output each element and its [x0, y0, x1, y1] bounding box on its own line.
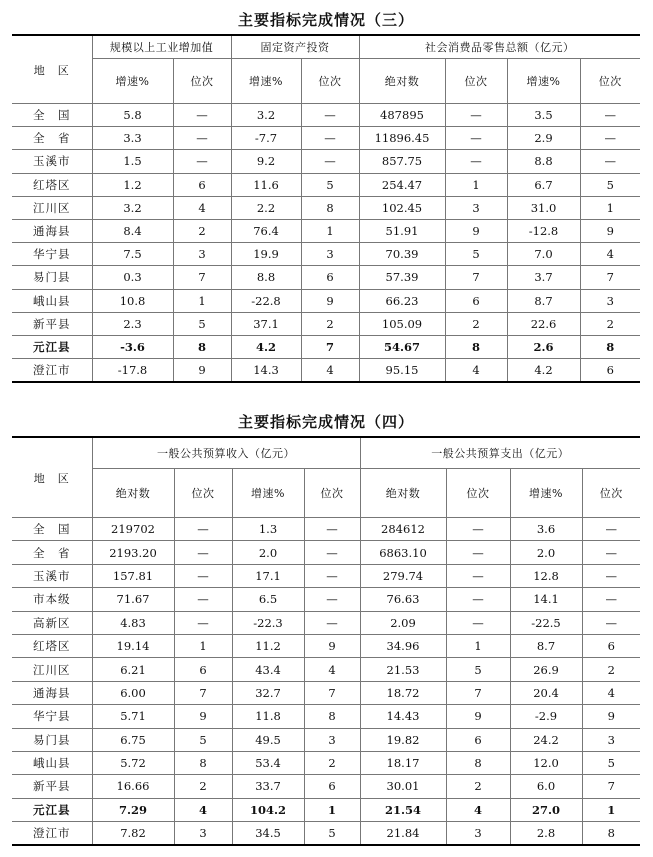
- value-cell: 4: [445, 359, 507, 383]
- table-row: [12, 775, 640, 798]
- value-cell: 2.0: [232, 541, 304, 564]
- value-cell: 3: [446, 822, 510, 846]
- table3-body: [12, 104, 640, 383]
- table-row: [12, 564, 640, 587]
- region-cell: 澄江市: [12, 822, 92, 846]
- value-cell: 2.0: [510, 541, 582, 564]
- value-cell: 9: [301, 289, 359, 312]
- table4-subheader: 增速%: [232, 469, 304, 518]
- value-cell: 2: [582, 658, 640, 681]
- table3-subheader: 位次: [445, 59, 507, 104]
- value-cell: 11.2: [232, 634, 304, 657]
- value-cell: 157.81: [92, 564, 174, 587]
- value-cell: 7: [174, 681, 232, 704]
- value-cell: 1: [446, 634, 510, 657]
- value-cell: 279.74: [360, 564, 446, 587]
- value-cell: 6: [445, 289, 507, 312]
- value-cell: 1.3: [232, 518, 304, 541]
- value-cell: —: [446, 588, 510, 611]
- table3-subheader: 位次: [173, 59, 231, 104]
- table3: [12, 34, 640, 383]
- value-cell: 9: [582, 705, 640, 728]
- value-cell: 254.47: [359, 173, 445, 196]
- region-cell: 全 国: [12, 518, 92, 541]
- value-cell: -2.9: [510, 705, 582, 728]
- value-cell: 8: [582, 822, 640, 846]
- table4-block: [12, 408, 640, 846]
- table-row: [12, 312, 640, 335]
- value-cell: 7: [580, 266, 640, 289]
- value-cell: —: [174, 588, 232, 611]
- value-cell: 4: [173, 196, 231, 219]
- value-cell: 3: [174, 822, 232, 846]
- value-cell: —: [580, 150, 640, 173]
- value-cell: 3: [582, 728, 640, 751]
- value-cell: 3: [173, 243, 231, 266]
- value-cell: 9: [445, 219, 507, 242]
- region-cell: 易门县: [12, 266, 92, 289]
- table-row: [12, 243, 640, 266]
- value-cell: 9: [580, 219, 640, 242]
- value-cell: 11.6: [231, 173, 301, 196]
- value-cell: 8: [173, 335, 231, 358]
- value-cell: 2: [445, 312, 507, 335]
- region-cell: 红塔区: [12, 634, 92, 657]
- value-cell: —: [304, 588, 360, 611]
- region-cell: 峨山县: [12, 289, 92, 312]
- table-row: [12, 219, 640, 242]
- value-cell: —: [174, 564, 232, 587]
- value-cell: 5: [304, 822, 360, 846]
- value-cell: 8: [174, 751, 232, 774]
- table4-group-revenue: 一般公共预算收入（亿元）: [92, 437, 360, 469]
- value-cell: 4: [446, 798, 510, 821]
- value-cell: 102.45: [359, 196, 445, 219]
- table3-subheader: 增速%: [92, 59, 173, 104]
- value-cell: 9.2: [231, 150, 301, 173]
- value-cell: 2: [304, 751, 360, 774]
- region-cell: 江川区: [12, 196, 92, 219]
- region-cell: 红塔区: [12, 173, 92, 196]
- value-cell: 7.5: [92, 243, 173, 266]
- value-cell: 1.2: [92, 173, 173, 196]
- table4: [12, 436, 640, 846]
- region-cell: 通海县: [12, 681, 92, 704]
- table-row: [12, 335, 640, 358]
- value-cell: 2: [301, 312, 359, 335]
- value-cell: 31.0: [507, 196, 580, 219]
- region-cell: 华宁县: [12, 243, 92, 266]
- value-cell: 1: [174, 634, 232, 657]
- value-cell: 7.0: [507, 243, 580, 266]
- value-cell: 8: [301, 196, 359, 219]
- region-cell: 元江县: [12, 335, 92, 358]
- value-cell: 4: [301, 359, 359, 383]
- value-cell: —: [173, 150, 231, 173]
- value-cell: 284612: [360, 518, 446, 541]
- value-cell: 6863.10: [360, 541, 446, 564]
- value-cell: 2: [446, 775, 510, 798]
- value-cell: 19.14: [92, 634, 174, 657]
- region-cell: 元江县: [12, 798, 92, 821]
- value-cell: 1: [304, 798, 360, 821]
- table-row: [12, 658, 640, 681]
- value-cell: 9: [174, 705, 232, 728]
- value-cell: 16.66: [92, 775, 174, 798]
- value-cell: 7: [582, 775, 640, 798]
- table3-subheader: 绝对数: [359, 59, 445, 104]
- value-cell: 8.8: [507, 150, 580, 173]
- value-cell: 26.9: [510, 658, 582, 681]
- table4-subheader: 位次: [446, 469, 510, 518]
- value-cell: 2: [580, 312, 640, 335]
- value-cell: —: [582, 518, 640, 541]
- table-row: [12, 634, 640, 657]
- value-cell: 5: [301, 173, 359, 196]
- value-cell: 5: [582, 751, 640, 774]
- value-cell: 27.0: [510, 798, 582, 821]
- value-cell: 2.2: [231, 196, 301, 219]
- value-cell: 6.75: [92, 728, 174, 751]
- value-cell: 105.09: [359, 312, 445, 335]
- value-cell: —: [301, 104, 359, 127]
- table-row: [12, 541, 640, 564]
- value-cell: 5: [445, 243, 507, 266]
- value-cell: 5: [446, 658, 510, 681]
- value-cell: 3: [445, 196, 507, 219]
- value-cell: 6.5: [232, 588, 304, 611]
- value-cell: —: [446, 541, 510, 564]
- region-cell: 玉溪市: [12, 564, 92, 587]
- region-cell: 澄江市: [12, 359, 92, 383]
- value-cell: —: [582, 564, 640, 587]
- value-cell: 2.09: [360, 611, 446, 634]
- value-cell: 7: [445, 266, 507, 289]
- value-cell: 34.5: [232, 822, 304, 846]
- value-cell: 21.53: [360, 658, 446, 681]
- value-cell: —: [304, 541, 360, 564]
- value-cell: 0.3: [92, 266, 173, 289]
- region-cell: 峨山县: [12, 751, 92, 774]
- value-cell: 8: [446, 751, 510, 774]
- table-row: [12, 611, 640, 634]
- value-cell: 20.4: [510, 681, 582, 704]
- value-cell: 104.2: [232, 798, 304, 821]
- value-cell: —: [174, 518, 232, 541]
- table4-group-expenditure: 一般公共预算支出（亿元）: [360, 437, 640, 469]
- value-cell: 3.5: [507, 104, 580, 127]
- value-cell: —: [174, 611, 232, 634]
- value-cell: 32.7: [232, 681, 304, 704]
- table4-subheader: 位次: [582, 469, 640, 518]
- value-cell: —: [445, 127, 507, 150]
- region-cell: 江川区: [12, 658, 92, 681]
- value-cell: —: [580, 127, 640, 150]
- value-cell: 17.1: [232, 564, 304, 587]
- value-cell: 8.7: [510, 634, 582, 657]
- value-cell: 2193.20: [92, 541, 174, 564]
- table-row: [12, 173, 640, 196]
- value-cell: 95.15: [359, 359, 445, 383]
- table-row: [12, 127, 640, 150]
- table-row: [12, 359, 640, 383]
- region-cell: 易门县: [12, 728, 92, 751]
- table-row: [12, 728, 640, 751]
- value-cell: 54.67: [359, 335, 445, 358]
- value-cell: 21.84: [360, 822, 446, 846]
- value-cell: 57.39: [359, 266, 445, 289]
- value-cell: 7: [446, 681, 510, 704]
- value-cell: 219702: [92, 518, 174, 541]
- value-cell: 4: [580, 243, 640, 266]
- value-cell: 12.0: [510, 751, 582, 774]
- value-cell: 9: [446, 705, 510, 728]
- value-cell: 1: [582, 798, 640, 821]
- value-cell: 5.72: [92, 751, 174, 774]
- value-cell: 6: [301, 266, 359, 289]
- value-cell: 76.63: [360, 588, 446, 611]
- value-cell: -22.3: [232, 611, 304, 634]
- value-cell: 76.4: [231, 219, 301, 242]
- value-cell: 21.54: [360, 798, 446, 821]
- value-cell: 3.2: [231, 104, 301, 127]
- value-cell: 66.23: [359, 289, 445, 312]
- value-cell: —: [582, 611, 640, 634]
- value-cell: 1: [173, 289, 231, 312]
- value-cell: 14.43: [360, 705, 446, 728]
- region-cell: 全 省: [12, 127, 92, 150]
- table4-body: [12, 518, 640, 846]
- value-cell: 6: [580, 359, 640, 383]
- region-cell: 新平县: [12, 312, 92, 335]
- region-cell: 华宁县: [12, 705, 92, 728]
- table-row: [12, 588, 640, 611]
- value-cell: 14.3: [231, 359, 301, 383]
- value-cell: —: [446, 518, 510, 541]
- value-cell: 18.72: [360, 681, 446, 704]
- value-cell: 30.01: [360, 775, 446, 798]
- value-cell: 5: [173, 312, 231, 335]
- value-cell: —: [582, 588, 640, 611]
- value-cell: 71.67: [92, 588, 174, 611]
- value-cell: 4: [174, 798, 232, 821]
- value-cell: 1: [445, 173, 507, 196]
- value-cell: 8.4: [92, 219, 173, 242]
- value-cell: 6: [304, 775, 360, 798]
- value-cell: 7: [173, 266, 231, 289]
- value-cell: 49.5: [232, 728, 304, 751]
- value-cell: —: [173, 104, 231, 127]
- value-cell: 857.75: [359, 150, 445, 173]
- value-cell: 3: [304, 728, 360, 751]
- table3-title: 主要指标完成情况（三）: [237, 11, 414, 29]
- value-cell: —: [173, 127, 231, 150]
- table-row: [12, 266, 640, 289]
- value-cell: -17.8: [92, 359, 173, 383]
- value-cell: 34.96: [360, 634, 446, 657]
- value-cell: 8.8: [231, 266, 301, 289]
- value-cell: —: [582, 541, 640, 564]
- table-row: [12, 822, 640, 846]
- region-cell: 新平县: [12, 775, 92, 798]
- table4-region-header: 地 区: [12, 437, 92, 518]
- table4-subheader: 绝对数: [92, 469, 174, 518]
- table3-subheader: 增速%: [507, 59, 580, 104]
- value-cell: 51.91: [359, 219, 445, 242]
- value-cell: —: [174, 541, 232, 564]
- table4-title: 主要指标完成情况（四）: [237, 413, 414, 431]
- value-cell: 6.7: [507, 173, 580, 196]
- value-cell: 11.8: [232, 705, 304, 728]
- value-cell: —: [445, 104, 507, 127]
- value-cell: 2: [174, 775, 232, 798]
- value-cell: —: [304, 564, 360, 587]
- table3-block: [12, 6, 640, 383]
- value-cell: 19.9: [231, 243, 301, 266]
- table-row: [12, 705, 640, 728]
- region-cell: 全 省: [12, 541, 92, 564]
- value-cell: —: [301, 127, 359, 150]
- value-cell: —: [445, 150, 507, 173]
- table4-subheader: 增速%: [510, 469, 582, 518]
- value-cell: 8: [445, 335, 507, 358]
- value-cell: 7.29: [92, 798, 174, 821]
- value-cell: 10.8: [92, 289, 173, 312]
- value-cell: 2: [173, 219, 231, 242]
- value-cell: 37.1: [231, 312, 301, 335]
- value-cell: 22.6: [507, 312, 580, 335]
- value-cell: 53.4: [232, 751, 304, 774]
- value-cell: 7: [301, 335, 359, 358]
- value-cell: -7.7: [231, 127, 301, 150]
- value-cell: 33.7: [232, 775, 304, 798]
- value-cell: 1: [301, 219, 359, 242]
- table-row: [12, 798, 640, 821]
- value-cell: 2.8: [510, 822, 582, 846]
- value-cell: —: [580, 104, 640, 127]
- value-cell: 4: [582, 681, 640, 704]
- table-row: [12, 150, 640, 173]
- value-cell: -22.5: [510, 611, 582, 634]
- value-cell: 6.00: [92, 681, 174, 704]
- value-cell: 4.2: [507, 359, 580, 383]
- value-cell: 2.3: [92, 312, 173, 335]
- value-cell: —: [446, 611, 510, 634]
- region-cell: 玉溪市: [12, 150, 92, 173]
- value-cell: 3.7: [507, 266, 580, 289]
- table3-subheader: 位次: [301, 59, 359, 104]
- table3-group-retail: 社会消费品零售总额（亿元）: [359, 35, 640, 59]
- value-cell: 5.8: [92, 104, 173, 127]
- region-cell: 高新区: [12, 611, 92, 634]
- table4-subheader: 绝对数: [360, 469, 446, 518]
- value-cell: 12.8: [510, 564, 582, 587]
- value-cell: 14.1: [510, 588, 582, 611]
- value-cell: 1: [580, 196, 640, 219]
- value-cell: 2.6: [507, 335, 580, 358]
- table3-region-header: 地 区: [12, 35, 92, 104]
- region-cell: 市本级: [12, 588, 92, 611]
- table3-group-investment: 固定资产投资: [231, 35, 359, 59]
- value-cell: 8: [304, 705, 360, 728]
- value-cell: -12.8: [507, 219, 580, 242]
- region-cell: 全 国: [12, 104, 92, 127]
- table-row: [12, 196, 640, 219]
- value-cell: 4.83: [92, 611, 174, 634]
- value-cell: 1.5: [92, 150, 173, 173]
- value-cell: 5: [174, 728, 232, 751]
- value-cell: 6: [446, 728, 510, 751]
- value-cell: 7: [304, 681, 360, 704]
- value-cell: 3: [580, 289, 640, 312]
- value-cell: -22.8: [231, 289, 301, 312]
- value-cell: 7.82: [92, 822, 174, 846]
- table3-subheader: 增速%: [231, 59, 301, 104]
- table-row: [12, 751, 640, 774]
- value-cell: 9: [173, 359, 231, 383]
- value-cell: —: [304, 518, 360, 541]
- value-cell: 8: [580, 335, 640, 358]
- value-cell: 6: [174, 658, 232, 681]
- value-cell: —: [446, 564, 510, 587]
- table3-subheader: 位次: [580, 59, 640, 104]
- value-cell: 6.21: [92, 658, 174, 681]
- value-cell: 2.9: [507, 127, 580, 150]
- value-cell: 18.17: [360, 751, 446, 774]
- value-cell: 3: [301, 243, 359, 266]
- table3-group-industry: 规模以上工业增加值: [92, 35, 231, 59]
- value-cell: 6.0: [510, 775, 582, 798]
- value-cell: 8.7: [507, 289, 580, 312]
- value-cell: 19.82: [360, 728, 446, 751]
- table-row: [12, 518, 640, 541]
- table-row: [12, 104, 640, 127]
- value-cell: 487895: [359, 104, 445, 127]
- value-cell: 6: [173, 173, 231, 196]
- value-cell: 5.71: [92, 705, 174, 728]
- value-cell: 24.2: [510, 728, 582, 751]
- value-cell: 3.2: [92, 196, 173, 219]
- value-cell: 43.4: [232, 658, 304, 681]
- value-cell: 70.39: [359, 243, 445, 266]
- value-cell: —: [304, 611, 360, 634]
- value-cell: 11896.45: [359, 127, 445, 150]
- value-cell: 5: [580, 173, 640, 196]
- table-row: [12, 289, 640, 312]
- region-cell: 通海县: [12, 219, 92, 242]
- value-cell: 4: [304, 658, 360, 681]
- table4-subheader: 位次: [174, 469, 232, 518]
- table-row: [12, 681, 640, 704]
- value-cell: 4.2: [231, 335, 301, 358]
- table4-subheader: 位次: [304, 469, 360, 518]
- value-cell: -3.6: [92, 335, 173, 358]
- value-cell: 3.6: [510, 518, 582, 541]
- value-cell: 6: [582, 634, 640, 657]
- value-cell: 9: [304, 634, 360, 657]
- value-cell: 3.3: [92, 127, 173, 150]
- value-cell: —: [301, 150, 359, 173]
